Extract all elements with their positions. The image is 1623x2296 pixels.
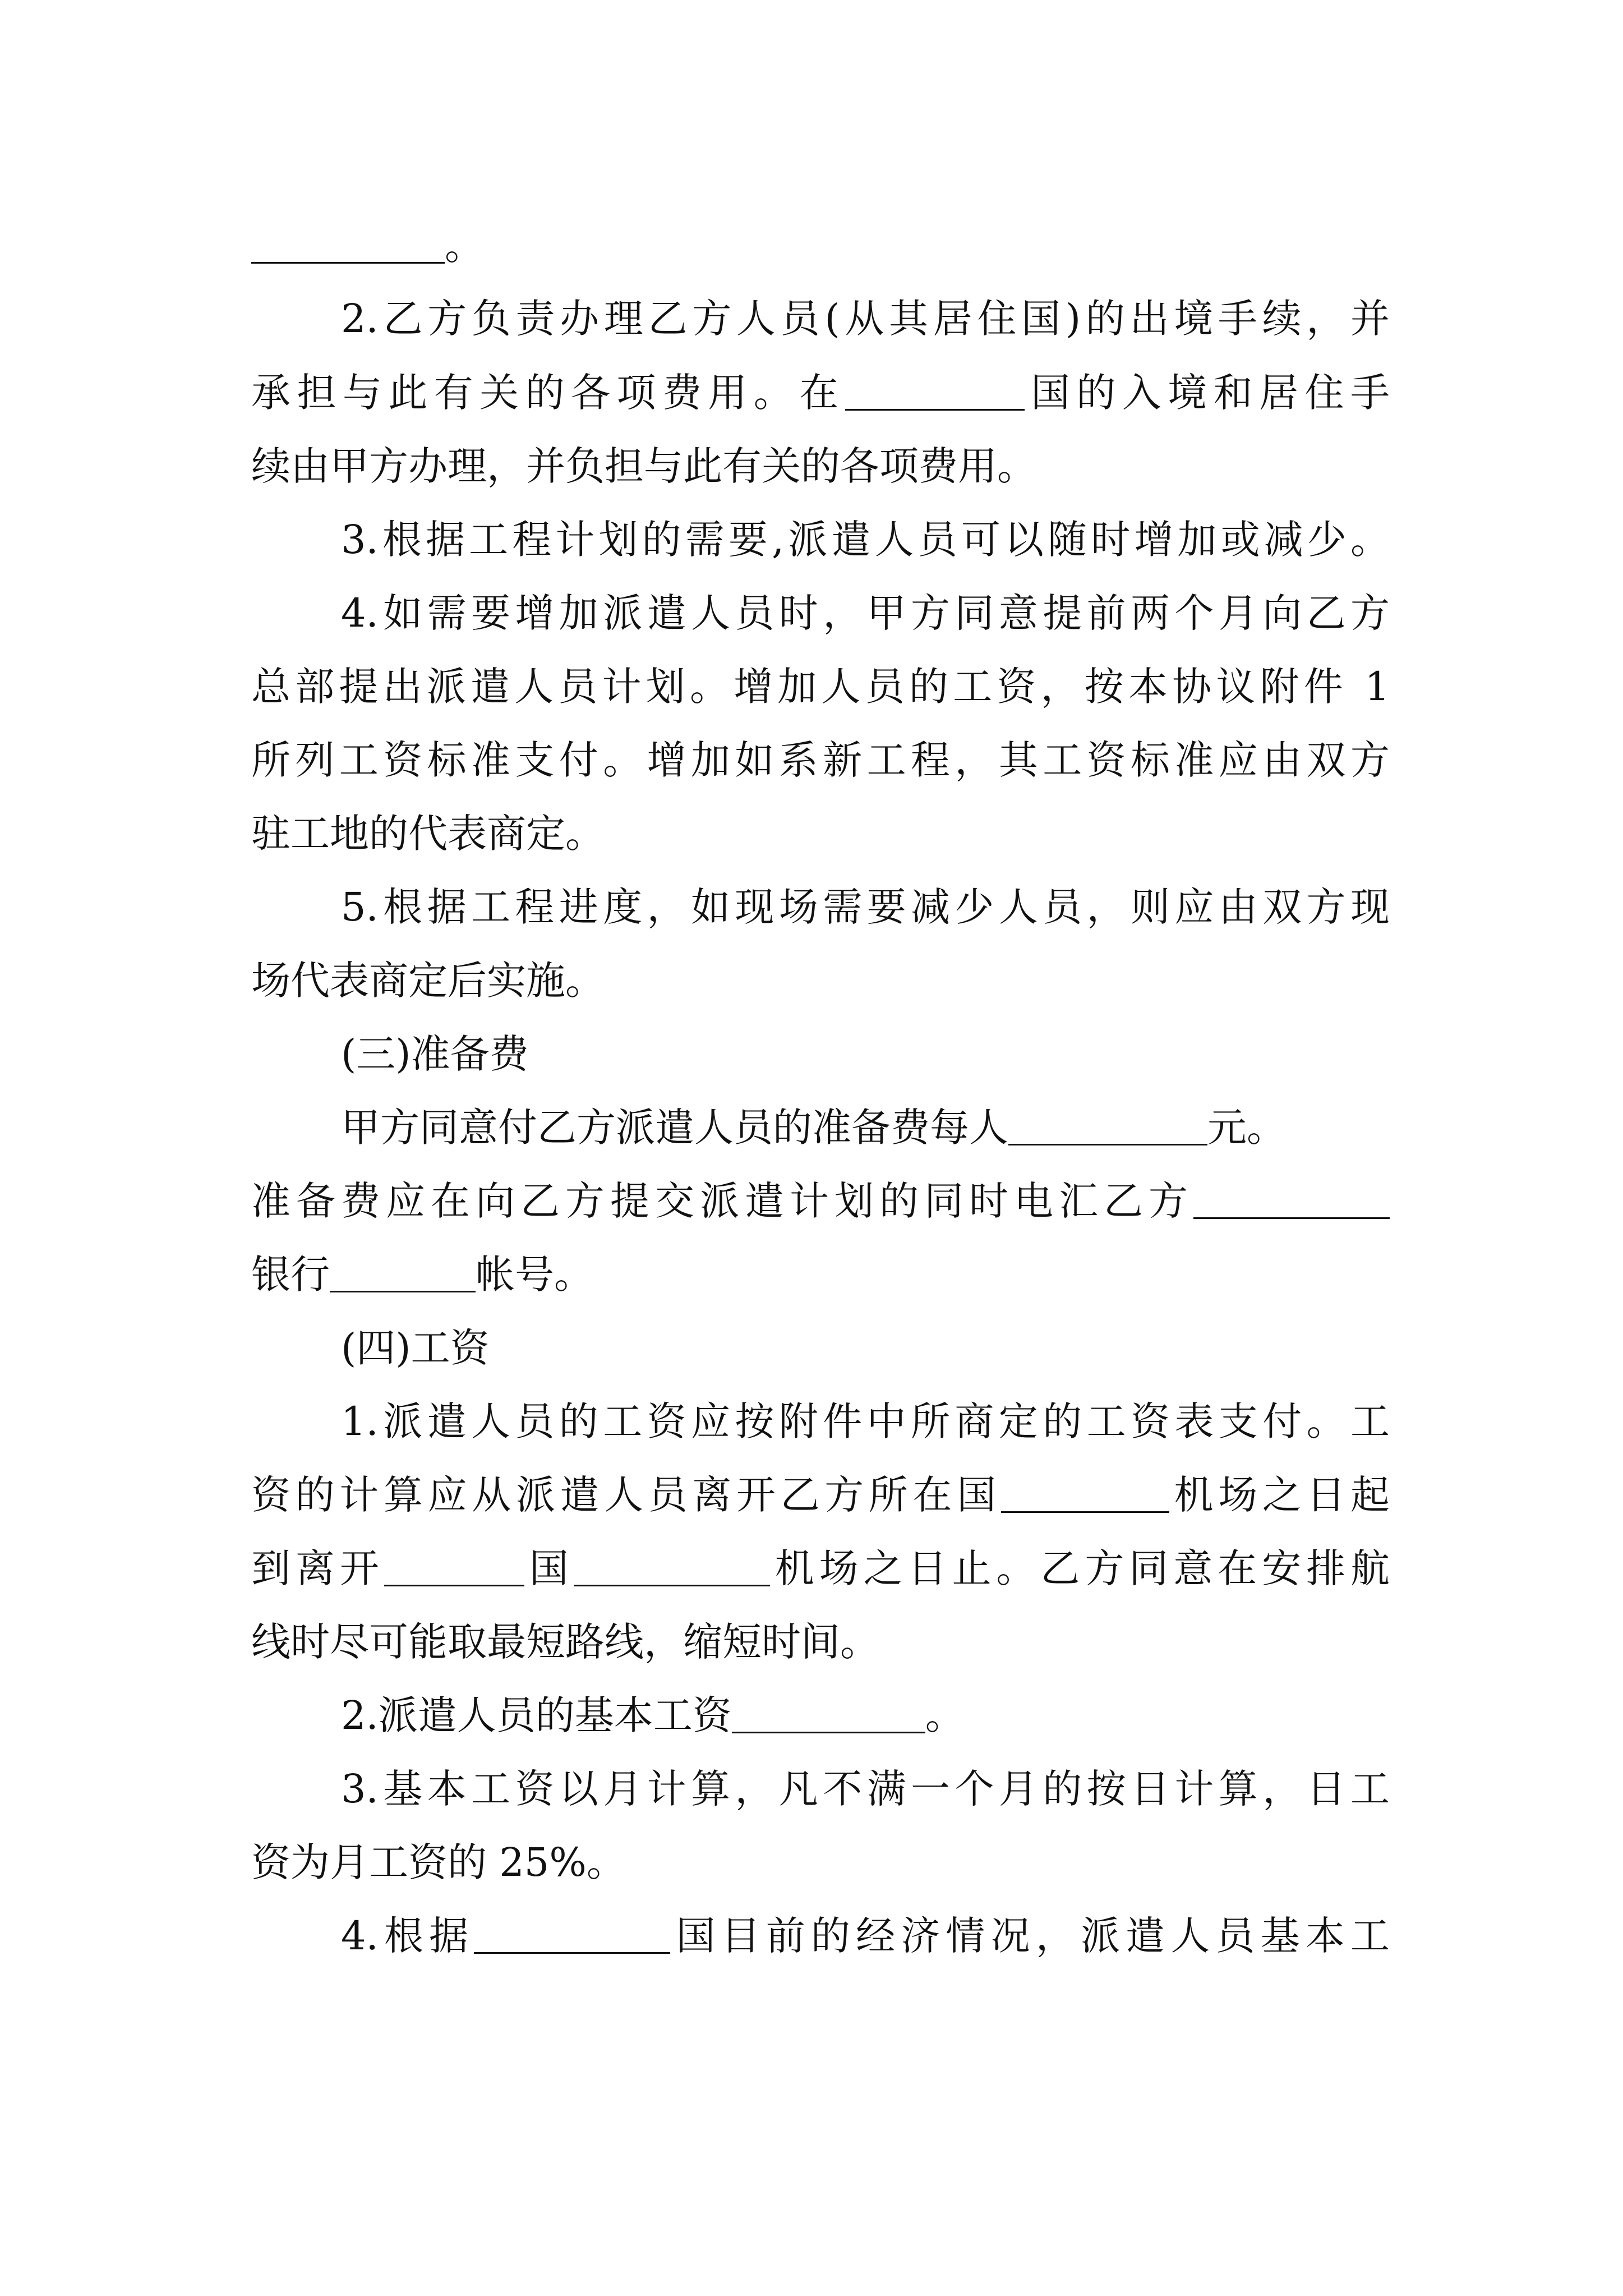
text-segment: 机场之日止。乙方同意在安排航 — [769, 1545, 1390, 1591]
text-segment: 甲方同意付乙方派遣人员的准备费每人 — [341, 1105, 1008, 1151]
text-line — [341, 506, 1390, 573]
text-segment: 。 — [925, 1692, 965, 1738]
text-segment: 场代表商定后实施。 — [251, 958, 605, 1004]
text-segment: 2.派遣人员的基本工资 — [341, 1692, 732, 1738]
fill-in-blank — [1193, 1178, 1390, 1219]
text-line — [341, 579, 1390, 647]
text-line — [341, 1388, 1390, 1455]
text-segment: 3.基本工资以月计算，凡不满一个月的按日计算，日工 — [341, 1766, 1390, 1812]
text-segment: 所列工资标准支付。增加如系新工程，其工资标准应由双方 — [251, 737, 1390, 783]
text-line — [341, 1682, 1390, 1749]
text-line — [251, 1829, 1390, 1896]
text-segment: 机场之日起 — [1169, 1472, 1390, 1518]
text-segment: 1.派遣人员的工资应按附件中所商定的工资表支付。工 — [341, 1398, 1390, 1444]
text-segment: 4.根据 — [341, 1913, 474, 1959]
text-segment: 国 — [524, 1545, 574, 1591]
text-line — [251, 1167, 1390, 1235]
text-segment: 国目前的经济情况，派遣人员基本工 — [670, 1913, 1390, 1959]
text-segment: 总部提出派遣人员计划。增加人员的工资，按本协议附件 1 — [251, 664, 1390, 710]
fill-in-blank — [845, 370, 1025, 411]
text-segment: 国的入境和居住手 — [1024, 370, 1390, 416]
text-segment: (四)工资 — [341, 1325, 490, 1371]
fill-in-blank — [1008, 1105, 1207, 1145]
text-segment: 银行 — [251, 1251, 330, 1297]
text-line — [251, 800, 1390, 867]
fill-in-blank — [574, 1545, 770, 1586]
fill-in-blank — [1001, 1472, 1169, 1513]
text-line — [341, 285, 1390, 352]
text-segment: 续由甲方办理，并负担与此有关的各项费用。 — [251, 443, 1036, 489]
text-segment: 到离开 — [251, 1545, 384, 1591]
text-segment: 资为月工资的 25%。 — [251, 1839, 626, 1885]
text-line — [251, 359, 1390, 426]
section-heading — [341, 1020, 1390, 1088]
section-heading — [341, 1314, 1390, 1382]
text-segment: 驻工地的代表商定。 — [251, 811, 605, 857]
text-segment: 资的计算应从派遣人员离开乙方所在国 — [251, 1472, 1001, 1518]
text-line — [341, 873, 1390, 941]
fill-in-blank — [330, 1251, 476, 1292]
text-line — [341, 1902, 1390, 1970]
text-line — [341, 1094, 1390, 1161]
fill-in-blank — [474, 1913, 670, 1954]
text-line — [251, 1608, 1390, 1676]
fill-in-blank — [384, 1545, 524, 1586]
text-segment: 5.根据工程进度，如现场需要减少人员，则应由双方现 — [341, 884, 1390, 930]
text-line — [341, 1755, 1390, 1823]
text-line — [251, 653, 1390, 720]
text-segment: (三)准备费 — [341, 1031, 529, 1077]
text-segment: 承担与此有关的各项费用。在 — [251, 370, 845, 416]
fill-in-blank — [251, 223, 445, 264]
text-segment: 2.乙方负责办理乙方人员(从其居住国)的出境手续，并 — [341, 296, 1390, 342]
text-line — [251, 726, 1390, 794]
text-segment: 4.如需要增加派遣人员时，甲方同意提前两个月向乙方 — [341, 590, 1390, 636]
text-segment: 准备费应在向乙方提交派遣计划的同时电汇乙方 — [251, 1178, 1193, 1224]
fill-in-blank — [732, 1692, 925, 1733]
text-line — [251, 212, 1390, 279]
text-line — [251, 947, 1390, 1014]
text-line — [251, 432, 1390, 500]
text-segment: 帐号。 — [476, 1251, 593, 1297]
text-segment: 。 — [445, 223, 484, 269]
text-line — [251, 1535, 1390, 1602]
text-segment: 元。 — [1207, 1105, 1286, 1151]
text-segment: 线时尽可能取最短路线，缩短时间。 — [251, 1619, 879, 1665]
text-line — [251, 1461, 1390, 1529]
text-segment: 3.根据工程计划的需要,派遣人员可以随时增加或减少。 — [341, 517, 1390, 563]
text-line — [251, 1241, 1390, 1308]
